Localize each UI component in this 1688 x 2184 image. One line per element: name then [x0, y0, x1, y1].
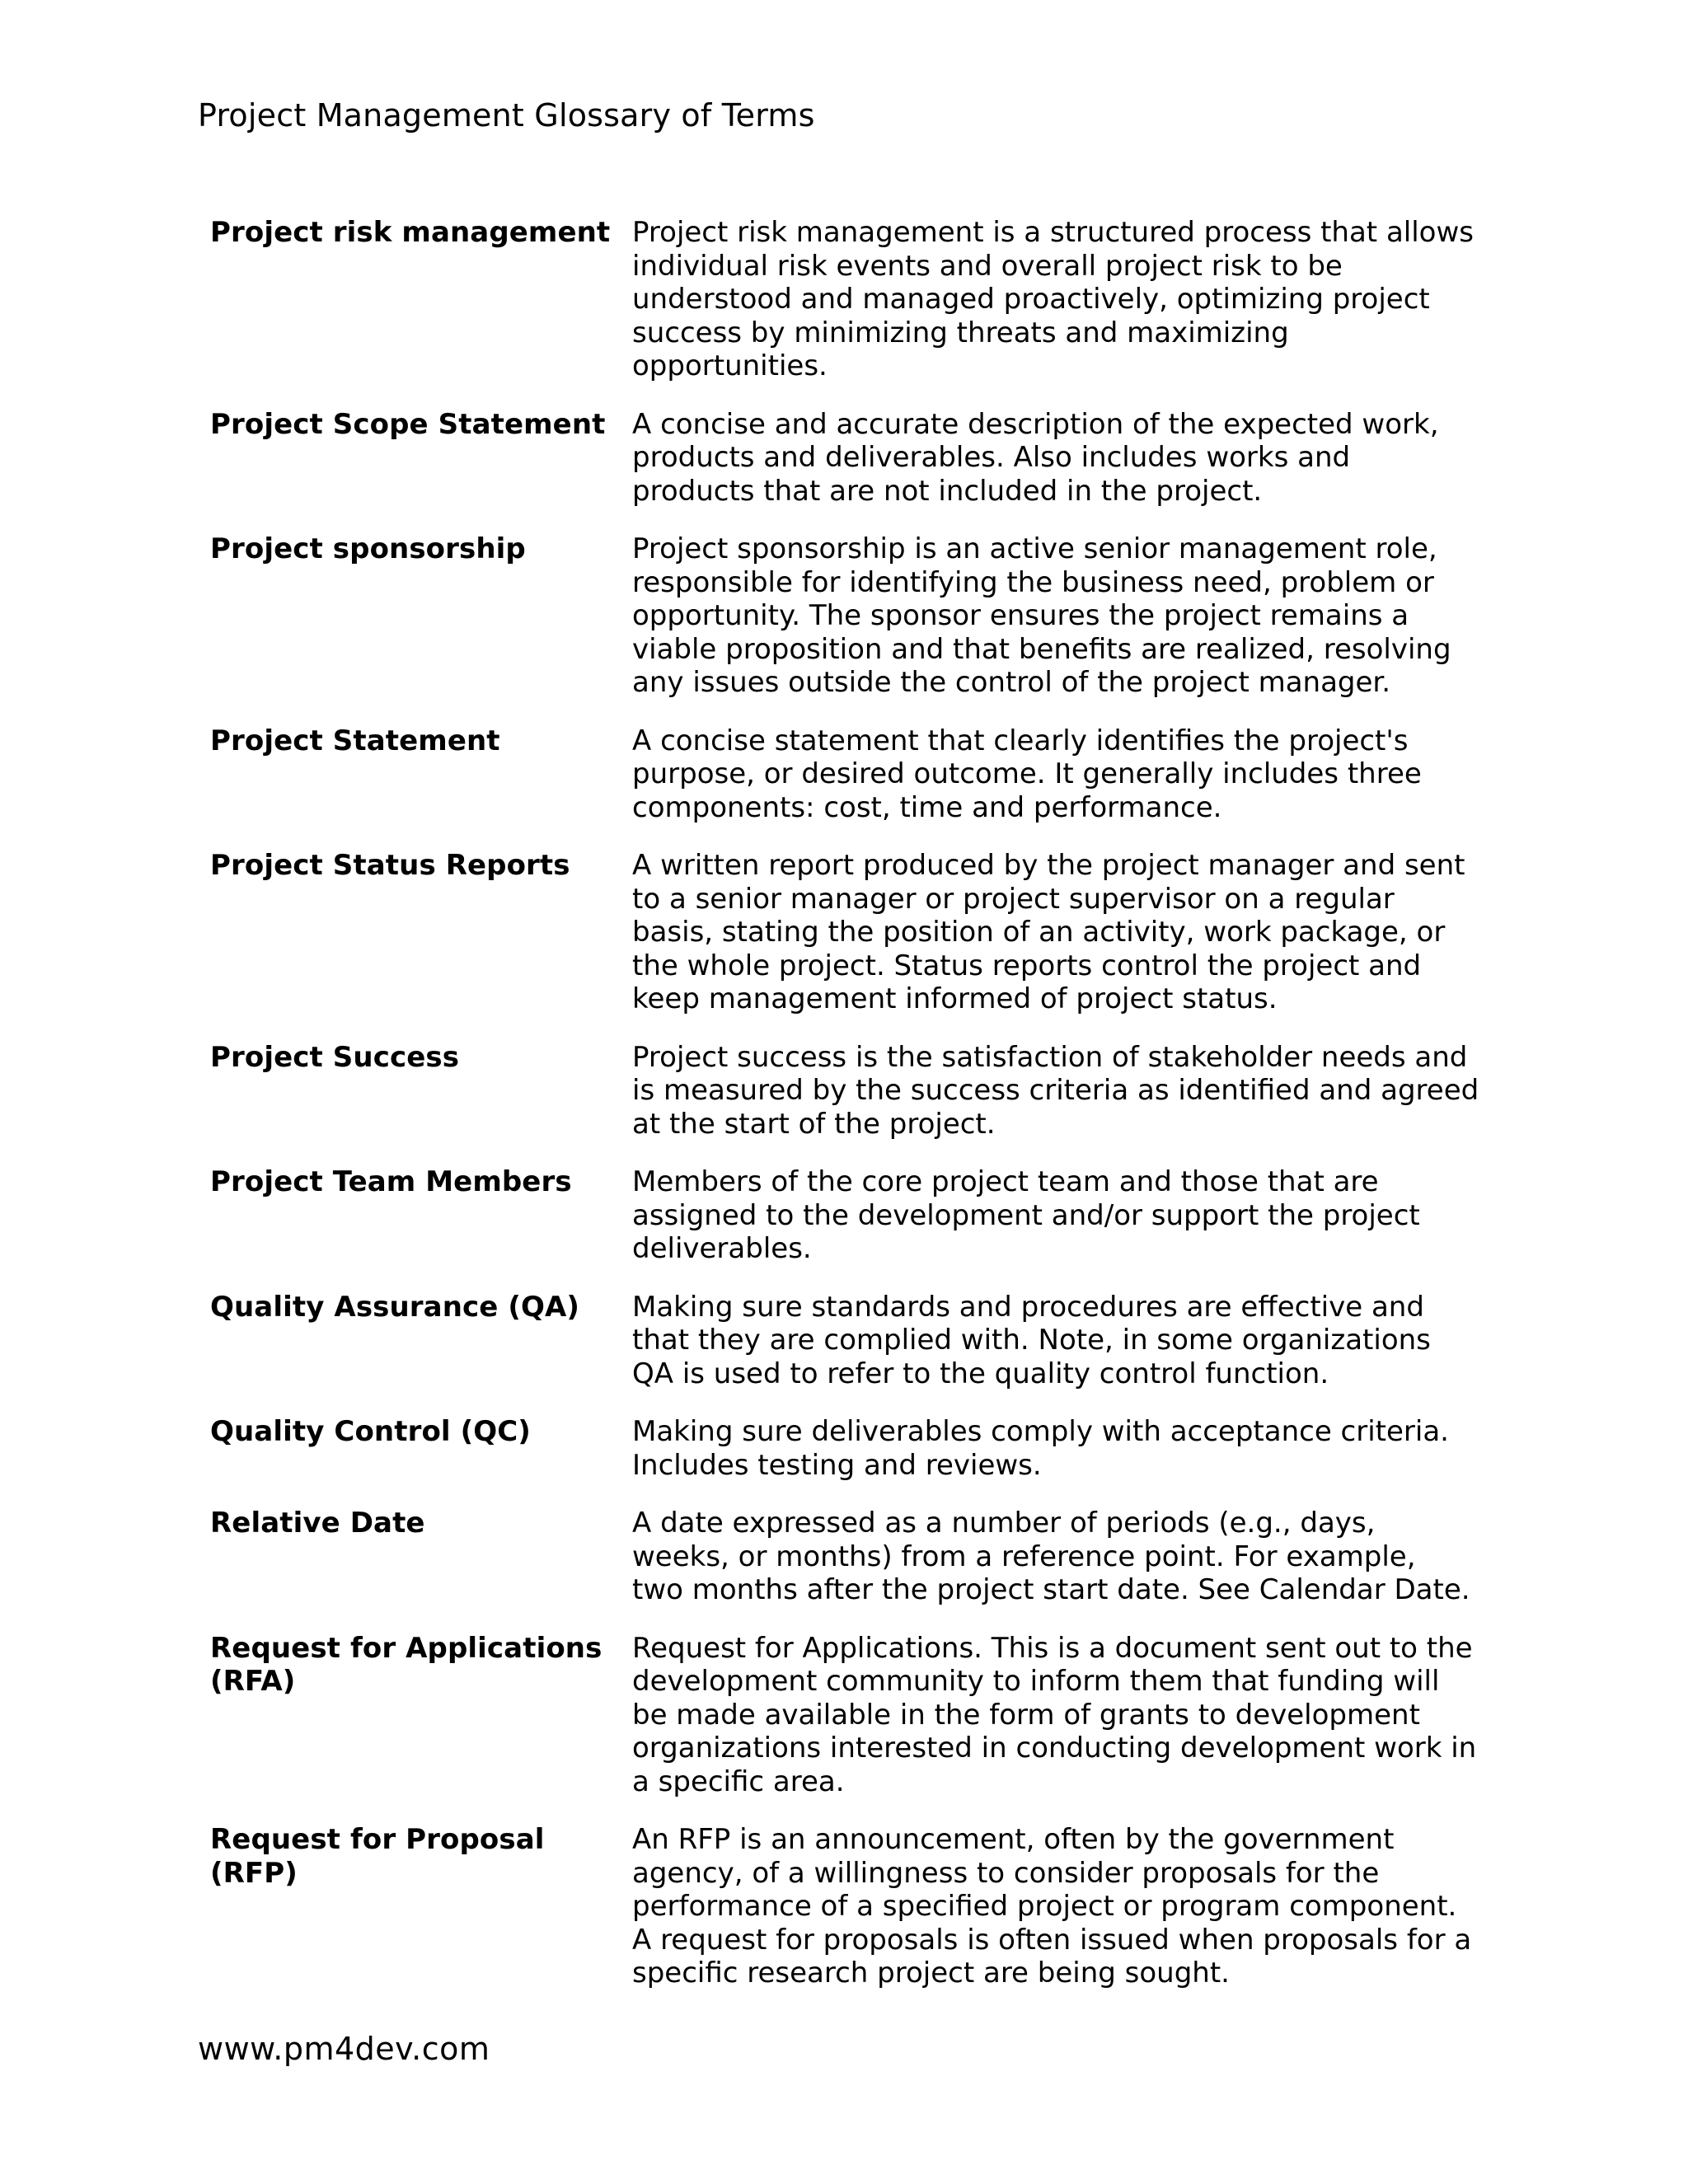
glossary-entry: [210, 1823, 1479, 1990]
glossary-entry: [210, 724, 1479, 825]
glossary-entry: [210, 1507, 1479, 1607]
glossary-entry: [210, 1632, 1479, 1799]
glossary-definition: A written report produced by the project manager and sent to a senior manager or project supervisor on a regular basis, stating the position of an activity, work package, or the whole project. Status reports control the project and keep management informed of project status.: [632, 849, 1465, 1015]
glossary-list: [210, 216, 1479, 2015]
glossary-definition: A concise statement that clearly identifies the project's purpose, or desired outcome. It generally includes three components: cost, time and performance.: [632, 724, 1422, 824]
glossary-entry: [210, 849, 1479, 1016]
glossary-definition: Project sponsorship is an active senior management role, responsible for identifying the business need, problem or opportunity. The sponsor ensures the project remains a viable proposition and that benefits are realized, resolving any issues outside the control of the project manager.: [632, 532, 1451, 699]
page-title: Project Management Glossary of Terms: [198, 97, 815, 134]
glossary-definition: Making sure standards and procedures are effective and that they are complied with. Note, in some organizations QA is used to refer to the quality control function.: [632, 1290, 1431, 1390]
glossary-entry: [210, 1415, 1479, 1482]
glossary-definition: A date expressed as a number of periods (e.g., days, weeks, or months) from a reference point. For example, two months after the project start date. See Calendar Date.: [632, 1507, 1470, 1606]
glossary-term: Quality Control (QC): [210, 1415, 531, 1448]
glossary-term: Project Team Members: [210, 1165, 572, 1198]
glossary-term: Quality Assurance (QA): [210, 1290, 580, 1324]
glossary-entry: [210, 1291, 1479, 1391]
glossary-term: Project Success: [210, 1040, 460, 1074]
glossary-term: Request for Proposal (RFP): [210, 1823, 545, 1890]
glossary-entry: [210, 408, 1479, 509]
footer-url: www.pm4dev.com: [198, 2031, 490, 2067]
glossary-term: Project sponsorship: [210, 532, 526, 565]
glossary-definition: Making sure deliverables comply with acceptance criteria. Includes testing and reviews.: [632, 1415, 1449, 1482]
glossary-term: Request for Applications (RFA): [210, 1631, 603, 1698]
glossary-entry: [210, 216, 1479, 383]
glossary-definition: Members of the core project team and those that are assigned to the development and/or support the project deliverables.: [632, 1165, 1420, 1265]
glossary-definition: Project success is the satisfaction of stakeholder needs and is measured by the success criteria as identified and agreed at the start of the project.: [632, 1040, 1479, 1141]
glossary-term: Project Status Reports: [210, 849, 570, 882]
glossary-definition: Request for Applications. This is a document sent out to the development community to inform them that funding will be made available in the form of grants to development organizations interested in conducting development work in a specific area.: [632, 1631, 1477, 1798]
glossary-entry: [210, 532, 1479, 700]
glossary-entry: [210, 1165, 1479, 1266]
glossary-entry: [210, 1041, 1479, 1141]
glossary-term: Relative Date: [210, 1507, 425, 1540]
glossary-term: Project Scope Statement: [210, 407, 606, 441]
glossary-term: Project Statement: [210, 724, 500, 757]
glossary-definition: Project risk management is a structured process that allows individual risk events and overall project risk to be understood and managed proactively, optimizing project success by minimizing threats and maximizing opportunities.: [632, 216, 1474, 382]
glossary-definition: An RFP is an announcement, often by the government agency, of a willingness to consider proposals for the performance of a specified project or program component. A request for proposals is often issued when proposals for a specific research project are being sought.: [632, 1823, 1472, 1990]
glossary-term: Project risk management: [210, 216, 611, 249]
glossary-definition: A concise and accurate description of the expected work, products and deliverables. Also includes works and products that are not included in the project.: [632, 407, 1439, 508]
